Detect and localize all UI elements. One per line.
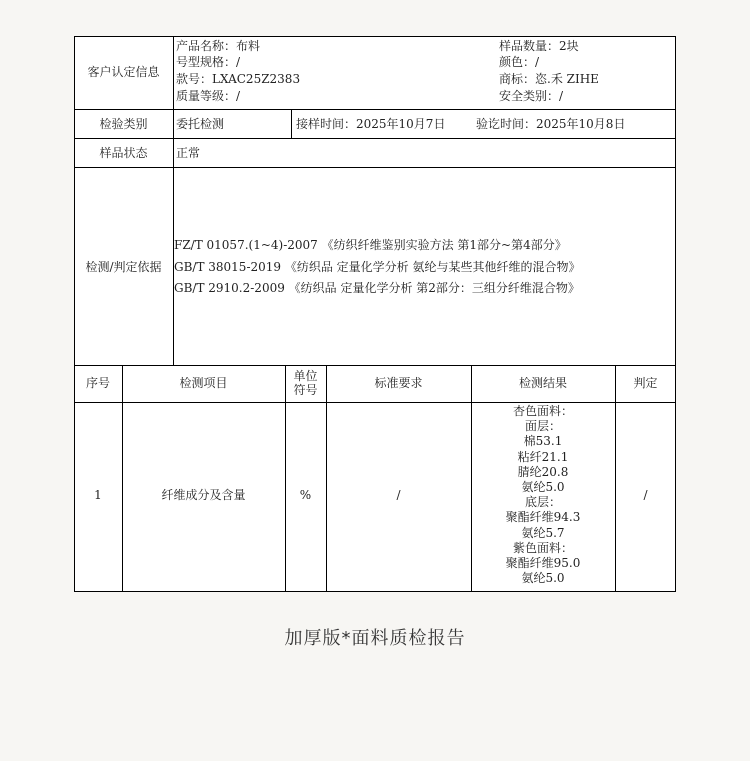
header-unit-line1: 单位 — [293, 369, 318, 383]
result-line: 氨纶5.0 — [521, 571, 565, 586]
received-time: 接样时间：2025年10月7日 — [296, 117, 446, 131]
result-line: 氨纶5.0 — [521, 480, 565, 495]
sample-quantity: 样品数量：2块 — [499, 39, 579, 53]
model-spec: 号型规格：/ — [176, 55, 241, 69]
customer-info-label: 客户认定信息 — [87, 65, 160, 79]
header-item: 检测项目 — [179, 376, 228, 390]
product-name: 产品名称：布料 — [176, 39, 261, 53]
header-judgment: 判定 — [633, 376, 658, 390]
basis-standard-3: GB/T 2910.2-2009 《纺织品 定量化学分析 第2部分：三组分纤维混合物》 — [174, 281, 580, 295]
divider — [74, 109, 676, 110]
header-seq: 序号 — [85, 376, 110, 390]
row-item: 纤维成分及含量 — [161, 488, 246, 502]
result-line: 面层： — [524, 419, 561, 434]
result-line: 氨纶5.7 — [521, 525, 565, 540]
style-number: 款号：LXAC25Z2383 — [176, 72, 301, 86]
result-line: 棉53.1 — [523, 434, 563, 449]
row-judgment: / — [643, 488, 648, 502]
divider — [74, 167, 676, 168]
row-result — [471, 404, 615, 586]
quality-grade: 质量等级：/ — [176, 89, 241, 103]
trademark: 商标：恣.禾 ZIHE — [499, 72, 599, 86]
row-seq: 1 — [94, 488, 102, 502]
basis-label: 检测/判定依据 — [85, 260, 162, 274]
divider — [291, 109, 292, 138]
row-standard: / — [396, 488, 401, 502]
result-line: 紫色面料： — [512, 540, 573, 555]
divider — [173, 36, 174, 365]
divider — [122, 365, 123, 592]
color: 颜色：/ — [499, 55, 540, 69]
result-line: 粘纤21.1 — [517, 449, 569, 464]
divider — [74, 138, 676, 139]
header-unit-line2: 符号 — [293, 383, 318, 397]
divider — [326, 365, 327, 592]
divider — [285, 365, 286, 592]
divider — [74, 365, 676, 366]
inspection-type-label: 检验类别 — [99, 117, 148, 131]
sample-status-value: 正常 — [176, 146, 201, 160]
safety-category: 安全类别：/ — [499, 89, 564, 103]
divider — [74, 402, 676, 403]
result-line: 底层： — [524, 495, 561, 510]
basis-standard-2: GB/T 38015-2019 《纺织品 定量化学分析 氨纶与某些其他纤维的混合物》 — [174, 260, 581, 274]
result-line: 聚酯纤维95.0 — [505, 556, 581, 571]
header-standard: 标准要求 — [374, 376, 423, 390]
report-caption: 加厚版*面料质检报告 — [284, 628, 466, 649]
inspection-type-value: 委托检测 — [176, 117, 225, 131]
sample-status-label: 样品状态 — [99, 146, 148, 160]
inspection-report — [74, 36, 676, 592]
row-unit: % — [299, 488, 312, 502]
completed-time: 验讫时间：2025年10月8日 — [476, 117, 626, 131]
result-line: 杏色面料： — [512, 404, 573, 418]
basis-standard-1: FZ/T 01057.(1~4)-2007 《纺织纤维鉴别实验方法 第1部分~第4部分》 — [174, 238, 567, 252]
result-line: 腈纶20.8 — [517, 464, 569, 479]
result-line: 聚酯纤维94.3 — [505, 510, 581, 525]
divider — [615, 365, 616, 592]
header-result: 检测结果 — [518, 376, 567, 390]
